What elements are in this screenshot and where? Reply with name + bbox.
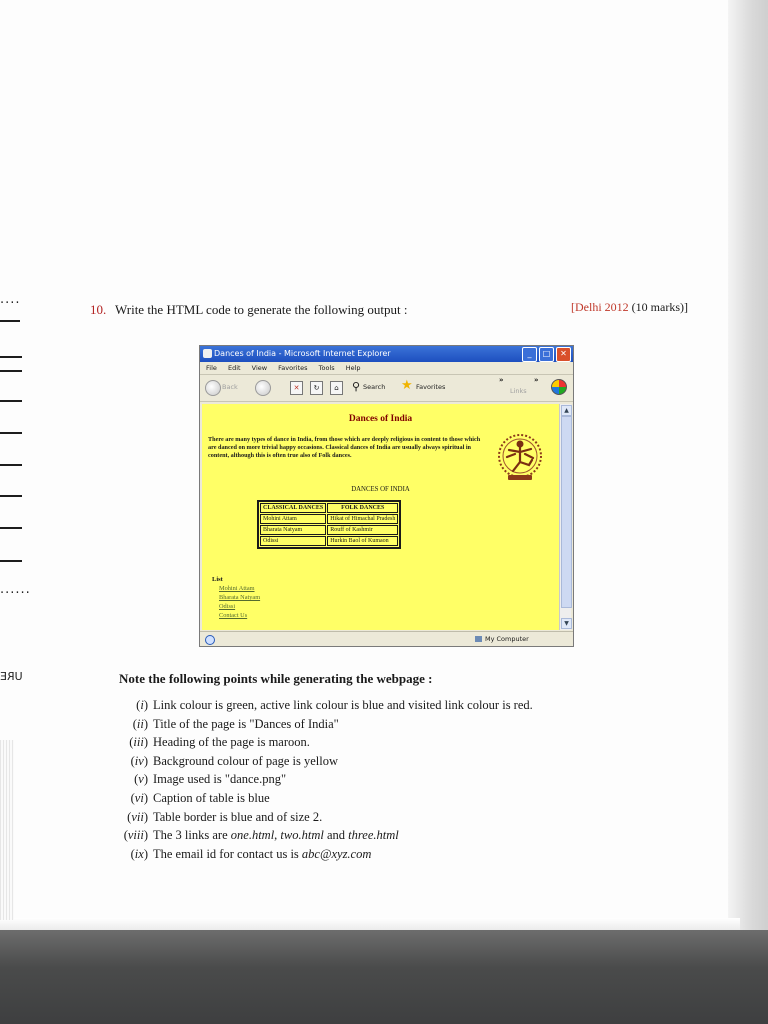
windows-logo-icon (551, 379, 567, 395)
menu-view[interactable]: View (251, 364, 268, 372)
page-done-icon (205, 635, 215, 645)
list-item: (iv) Background colour of page is yellow (130, 753, 339, 768)
link-list (219, 584, 260, 620)
page-stack-edge (0, 740, 14, 920)
table-row (260, 536, 398, 546)
browser-viewport (202, 404, 559, 630)
margin-mark (0, 495, 22, 497)
menu-bar (200, 362, 573, 375)
chevron-icon[interactable]: » (534, 376, 539, 384)
browser-titlebar (200, 346, 573, 362)
margin-mark (0, 560, 22, 562)
nataraja-dancer-image (492, 430, 548, 486)
table-caption: DANCES OF INDIA (351, 486, 410, 493)
list-item: (ii) Title of the page is "Dances of India" (132, 716, 339, 731)
notes-list (110, 696, 533, 863)
chevron-icon[interactable]: » (499, 376, 504, 384)
margin-mark (0, 370, 22, 372)
ref-source: Delhi 2012 (575, 300, 629, 314)
list-item: (v) Image used is "dance.png" (134, 772, 287, 787)
margin-dots: ······ (0, 586, 31, 601)
table-cell: Hurkin Baol of Kumaon (327, 536, 398, 546)
status-zone (475, 632, 529, 647)
vertical-scrollbar[interactable] (559, 404, 571, 630)
table-cell: Rouff of Kashmir (327, 525, 398, 535)
link-mohini-attam[interactable]: Mohini Attam (219, 585, 255, 592)
page-gutter-shadow (728, 0, 768, 930)
list-item: (vi) Caption of table is blue (130, 790, 270, 805)
back-label[interactable]: Back (222, 383, 238, 391)
computer-icon (475, 636, 482, 642)
stop-icon[interactable]: ✕ (290, 381, 303, 395)
question-text: Write the HTML code to generate the following output : (115, 302, 408, 317)
question-reference (571, 300, 688, 315)
table-cell: Bharata Natyam (260, 525, 326, 535)
menu-help[interactable]: Help (345, 364, 361, 372)
list-item: (i) Link colour is green, active link colour is blue and visited link colour is red. (136, 698, 533, 712)
webpage-paragraph: There are many types of dance in India, from those which are deeply religious in content to those which are danced on more trivial happy occasions. Classical dances of India are usually always spiritual in content, although this is often true also of Folk dances. (208, 436, 481, 459)
link-odissi[interactable]: Odissi (219, 603, 236, 610)
question-number: 10. (90, 302, 107, 317)
favorites-label[interactable]: Favorites (416, 383, 446, 391)
scroll-up-icon[interactable]: ▲ (561, 405, 572, 416)
favorites-star-icon[interactable]: ★ (401, 378, 413, 393)
table-cell: Hikat of Himachal Pradesh (327, 514, 398, 524)
margin-mark (0, 320, 20, 322)
menu-favorites[interactable]: Favorites (278, 364, 308, 372)
close-icon[interactable]: ✕ (556, 347, 571, 362)
table-row (260, 525, 398, 535)
menu-edit[interactable]: Edit (227, 364, 241, 372)
ie-page-icon (203, 349, 212, 358)
margin-mark (0, 400, 22, 402)
list-item: (viii) The 3 links are one.html, two.html and three.html (123, 828, 399, 843)
table-cell: Odissi (260, 536, 326, 546)
margin-reversed-text: URE (0, 670, 23, 683)
home-icon[interactable]: ⌂ (330, 381, 343, 395)
refresh-icon[interactable]: ↻ (310, 381, 323, 395)
table-header: CLASSICAL DANCES (260, 503, 326, 513)
webpage-heading: Dances of India (348, 414, 413, 424)
dances-table (257, 500, 401, 549)
ref-open: [ (571, 300, 575, 314)
status-bar (200, 631, 573, 647)
margin-mark (0, 527, 22, 529)
link-contact-us[interactable]: Contact Us (219, 612, 248, 619)
scroll-thumb[interactable] (561, 416, 572, 608)
list-title: List (212, 576, 223, 583)
menu-file[interactable]: File (206, 364, 217, 372)
forward-icon[interactable] (255, 380, 271, 396)
list-item: (iii) Heading of the page is maroon. (129, 735, 310, 750)
list-item: (vii) Table border is blue and of size 2. (127, 809, 323, 824)
margin-mark (0, 464, 22, 466)
table-cell: Mohini Attam (260, 514, 326, 524)
back-icon[interactable] (205, 380, 221, 396)
search-icon[interactable]: ⚲ (352, 380, 361, 393)
links-label[interactable]: Links (510, 387, 527, 395)
ref-marks: (10 marks)] (631, 300, 688, 314)
minimize-icon[interactable]: _ (522, 347, 537, 362)
margin-mark (0, 432, 22, 434)
list-item: (ix) The email id for contact us is abc@xyz.com (130, 846, 372, 861)
table-header: FOLK DANCES (327, 503, 398, 513)
zone-label: My Computer (485, 635, 529, 643)
scroll-down-icon[interactable]: ▼ (561, 618, 572, 629)
notes-heading: Note the following points while generating the webpage : (119, 671, 433, 686)
maximize-icon[interactable]: □ (539, 347, 554, 362)
menu-tools[interactable]: Tools (318, 364, 335, 372)
link-bharata-natyam[interactable]: Bharata Natyam (219, 594, 261, 601)
table-header-row (260, 503, 398, 513)
table-row (260, 514, 398, 524)
search-label[interactable]: Search (363, 383, 386, 391)
browser-toolbar (200, 375, 573, 402)
window-title: Dances of India - Microsoft Internet Explorer (214, 349, 391, 358)
margin-dots: ···· (0, 296, 21, 311)
browser-window (199, 345, 574, 647)
margin-mark (0, 356, 22, 358)
desk-background (0, 930, 768, 1024)
